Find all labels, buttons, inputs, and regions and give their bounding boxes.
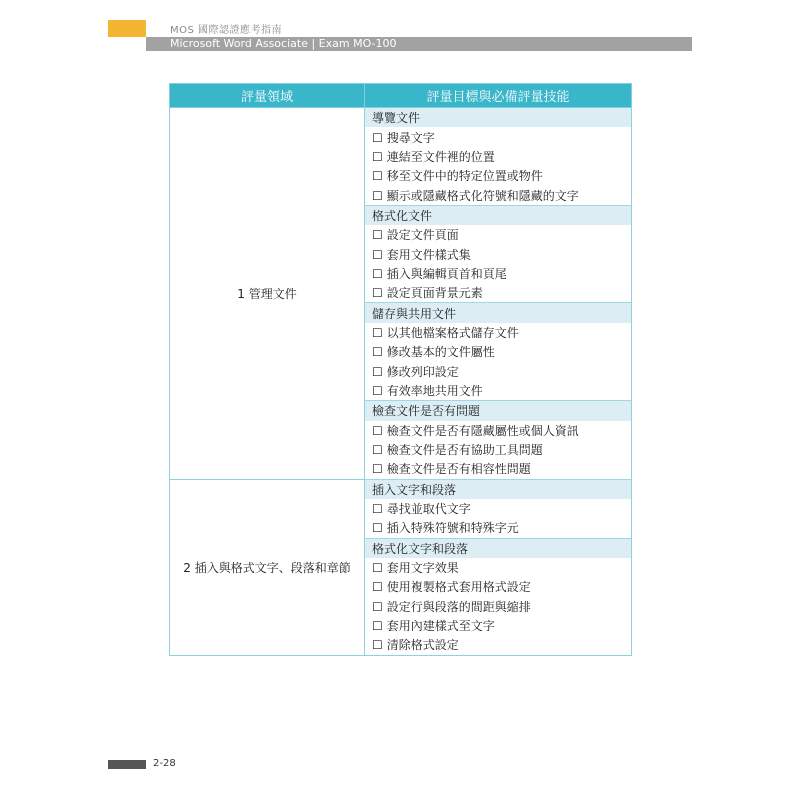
- skill-label: 套用文字效果: [386, 561, 459, 576]
- domain-cell: 1 管理文件: [170, 108, 365, 480]
- skill-item: [365, 635, 632, 655]
- book-series-title: MOS 國際認證應考指南: [170, 25, 283, 36]
- skill-label: 插入與編輯頁首和頁尾: [386, 266, 507, 281]
- checkbox-icon: ☐: [372, 286, 383, 301]
- skill-label: 以其他檔案格式儲存文件: [386, 325, 519, 340]
- checkbox-icon: ☐: [372, 443, 383, 458]
- skill-label: 移至文件中的特定位置或物件: [386, 169, 543, 184]
- checkbox-icon: ☐: [372, 149, 383, 164]
- checkbox-icon: ☐: [372, 169, 383, 184]
- skill-item: [365, 264, 632, 283]
- skill-item: [365, 127, 632, 146]
- section-title: 格式化文件: [365, 205, 632, 225]
- skill-item: [365, 166, 632, 185]
- checkbox-icon: ☐: [372, 638, 383, 653]
- checkbox-icon: ☐: [372, 423, 383, 438]
- skill-item: [365, 323, 632, 342]
- skill-label: 檢查文件是否有隱藏屬性或個人資訊: [386, 423, 579, 438]
- skill-item: [365, 518, 632, 538]
- skill-label: 有效率地共用文件: [386, 383, 483, 398]
- checkbox-icon: ☐: [372, 345, 383, 360]
- skill-label: 清除格式設定: [386, 638, 459, 653]
- skill-item: [365, 361, 632, 380]
- skill-item: [365, 244, 632, 263]
- skill-label: 檢查文件是否有相容性問題: [386, 462, 531, 477]
- checkbox-icon: ☐: [372, 521, 383, 536]
- section-title: 檢查文件是否有問題: [365, 401, 632, 421]
- skill-item: [365, 440, 632, 459]
- skill-label: 檢查文件是否有協助工具問題: [386, 443, 543, 458]
- section-row: [170, 479, 632, 499]
- skill-label: 設定文件頁面: [386, 228, 459, 243]
- skill-item: [365, 421, 632, 440]
- skill-item: [365, 225, 632, 244]
- skills-table-body: [170, 108, 632, 656]
- skill-item: [365, 577, 632, 596]
- skill-label: 修改列印設定: [386, 364, 459, 379]
- skill-label: 使用複製格式套用格式設定: [386, 580, 531, 595]
- header-accent-block: [108, 20, 146, 37]
- skill-item: [365, 283, 632, 303]
- skill-label: 連結至文件裡的位置: [386, 149, 495, 164]
- skill-label: 顯示或隱藏格式化符號和隱藏的文字: [386, 188, 579, 203]
- checkbox-icon: ☐: [372, 619, 383, 634]
- section-row: [170, 108, 632, 128]
- skill-label: 套用文件樣式集: [386, 247, 471, 262]
- skill-label: 修改基本的文件屬性: [386, 345, 495, 360]
- checkbox-icon: ☐: [372, 228, 383, 243]
- skill-item: [365, 185, 632, 205]
- footer-bar: [108, 760, 146, 769]
- checkbox-icon: ☐: [372, 364, 383, 379]
- section-title: 插入文字和段落: [365, 479, 632, 499]
- skill-item: [365, 342, 632, 361]
- checkbox-icon: ☐: [372, 325, 383, 340]
- skill-item: [365, 459, 632, 479]
- section-title: 儲存與共用文件: [365, 303, 632, 323]
- exam-title: Microsoft Word Associate | Exam MO-100: [170, 37, 397, 50]
- checkbox-icon: ☐: [372, 580, 383, 595]
- skill-item: [365, 499, 632, 518]
- checkbox-icon: ☐: [372, 502, 383, 517]
- checkbox-icon: ☐: [372, 462, 383, 477]
- column-header-domain: 評量領域: [170, 84, 365, 108]
- checkbox-icon: ☐: [372, 383, 383, 398]
- page-number: 2-28: [153, 758, 176, 769]
- section-title: 導覽文件: [365, 108, 632, 128]
- skill-label: 設定頁面背景元素: [386, 286, 483, 301]
- skill-label: 尋找並取代文字: [386, 502, 471, 517]
- skill-item: [365, 147, 632, 166]
- table-header-row: [170, 84, 632, 108]
- skills-table: [169, 83, 632, 656]
- section-title: 格式化文字和段落: [365, 538, 632, 558]
- checkbox-icon: ☐: [372, 247, 383, 262]
- domain-cell: 2 插入與格式文字、段落和章節: [170, 479, 365, 655]
- skill-item: [365, 558, 632, 577]
- skill-label: 套用內建樣式至文字: [386, 619, 495, 634]
- checkbox-icon: ☐: [372, 130, 383, 145]
- skill-item: [365, 616, 632, 635]
- skill-label: 搜尋文字: [386, 130, 435, 145]
- checkbox-icon: ☐: [372, 188, 383, 203]
- column-header-skills: 評量目標與必備評量技能: [365, 84, 632, 108]
- skill-label: 設定行與段落的間距與縮排: [386, 599, 531, 614]
- checkbox-icon: ☐: [372, 561, 383, 576]
- skill-item: [365, 597, 632, 616]
- checkbox-icon: ☐: [372, 266, 383, 281]
- skill-label: 插入特殊符號和特殊字元: [386, 521, 519, 536]
- checkbox-icon: ☐: [372, 599, 383, 614]
- skill-item: [365, 381, 632, 401]
